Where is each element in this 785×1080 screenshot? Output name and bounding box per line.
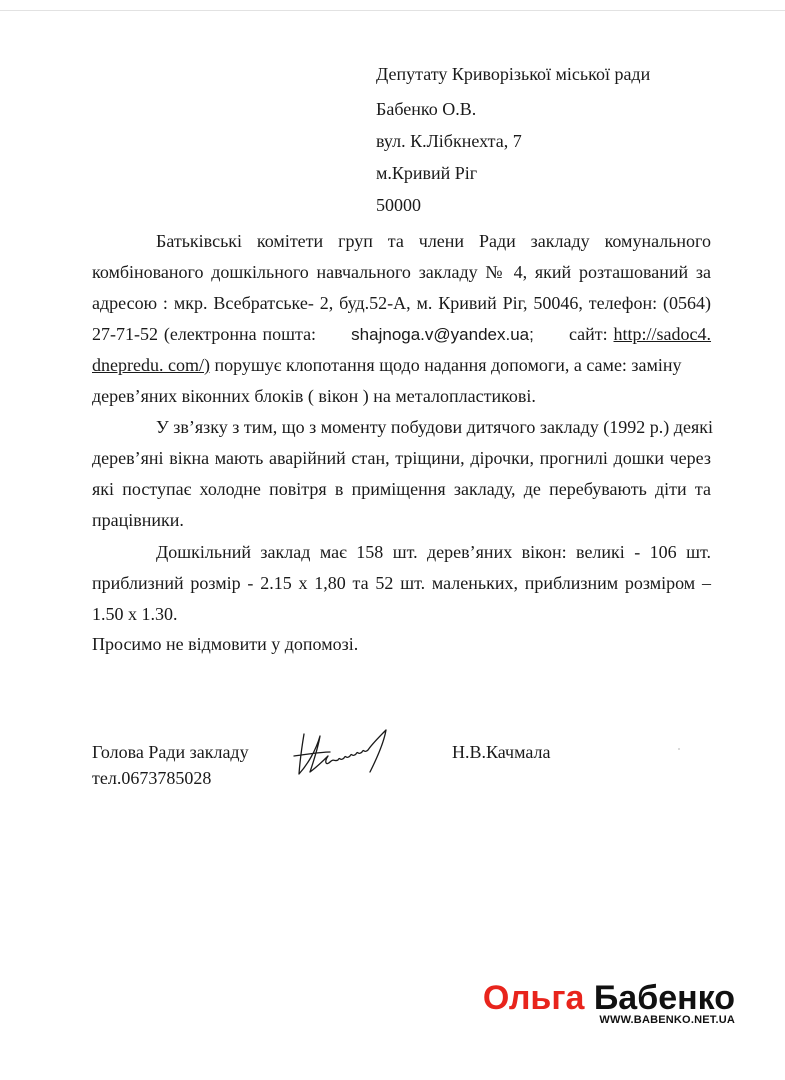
paragraph-line: які поступає холодне повітря в приміщення закладу, де перебувають діти та bbox=[92, 479, 711, 499]
paragraph-line: 1.50 х 1.30. bbox=[92, 604, 178, 624]
paragraph-line: дерев’яних віконних блоків ( вікон ) на металопластикові. bbox=[92, 386, 536, 406]
paragraph-request bbox=[92, 226, 711, 412]
paragraph-line-text: Батьківські комітети груп та члени Ради закладу комунального bbox=[156, 231, 711, 251]
watermark-first-name: Ольга bbox=[482, 979, 585, 1017]
paragraph-line bbox=[92, 350, 711, 381]
signatory-phone: тел.0673785028 bbox=[92, 768, 212, 788]
scan-edge-line bbox=[0, 10, 785, 11]
watermark-last-name: Бабенко bbox=[593, 979, 735, 1017]
paragraph-line: Просимо не відмовити у допомозі. bbox=[92, 634, 359, 654]
paragraph-line: працівники. bbox=[92, 510, 184, 530]
addressee-line-3: вул. К.Лібкнехта, 7 bbox=[376, 131, 522, 151]
paragraph-line bbox=[92, 319, 711, 350]
signatory-block bbox=[92, 739, 249, 791]
email-link[interactable]: shajnoga.v@yandex.ua; bbox=[351, 325, 534, 344]
paragraph-line-text: порушує клопотання щодо надання допомоги, а саме: заміну bbox=[209, 355, 682, 375]
watermark-logo bbox=[483, 979, 735, 1017]
addressee-line-4: м.Кривий Ріг bbox=[376, 163, 478, 183]
handwritten-signature bbox=[290, 716, 400, 786]
paragraph-line bbox=[92, 226, 711, 257]
signatory-title: Голова Ради закладу bbox=[92, 742, 249, 762]
paragraph-line: адресою : мкр. Всебратське- 2, буд.52-А, м. Кривий Ріг, 50046, телефон: (0564) bbox=[92, 293, 711, 313]
paragraph-line-text: Дошкільний заклад має 158 шт. дерев’яних вікон: великі - 106 шт. bbox=[156, 542, 711, 562]
paragraph-line-text: 27-71-52 (електронна пошта: bbox=[92, 324, 317, 344]
addressee-line-5: 50000 bbox=[376, 195, 421, 215]
paragraph-line: дерев’яні вікна мають аварійний стан, тріщини, дірочки, прогнилі дошки через bbox=[92, 448, 711, 468]
paragraph-closing bbox=[92, 629, 711, 660]
addressee-line-2: Бабенко О.В. bbox=[376, 99, 477, 119]
addressee-line-1: Депутату Криворізької міської ради bbox=[376, 64, 651, 84]
site-link-part-2[interactable]: dnepredu. com/) bbox=[92, 355, 210, 375]
scan-speck bbox=[678, 748, 680, 750]
paragraph-line bbox=[92, 412, 711, 443]
paragraph-line bbox=[92, 537, 711, 568]
paragraph-line-text: У зв’язку з тим, що з моменту побудови дитячого закладу (1992 р.) деякі bbox=[156, 417, 713, 437]
watermark-url[interactable]: WWW.BABENKO.NET.UA bbox=[599, 1014, 735, 1026]
paragraph-line: комбінованого дошкільного навчального закладу № 4, який розташований за bbox=[92, 262, 711, 282]
paragraph-reason bbox=[92, 412, 711, 536]
paragraph-windows bbox=[92, 537, 711, 630]
site-link-part-1[interactable]: http://sadoc4. bbox=[613, 324, 712, 344]
paragraph-line: приблизний розмір - 2.15 х 1,80 та 52 шт. маленьких, приблизним розміром – bbox=[92, 573, 711, 593]
site-label: сайт: bbox=[568, 324, 608, 344]
signatory-name: Н.В.Качмала bbox=[452, 742, 551, 762]
